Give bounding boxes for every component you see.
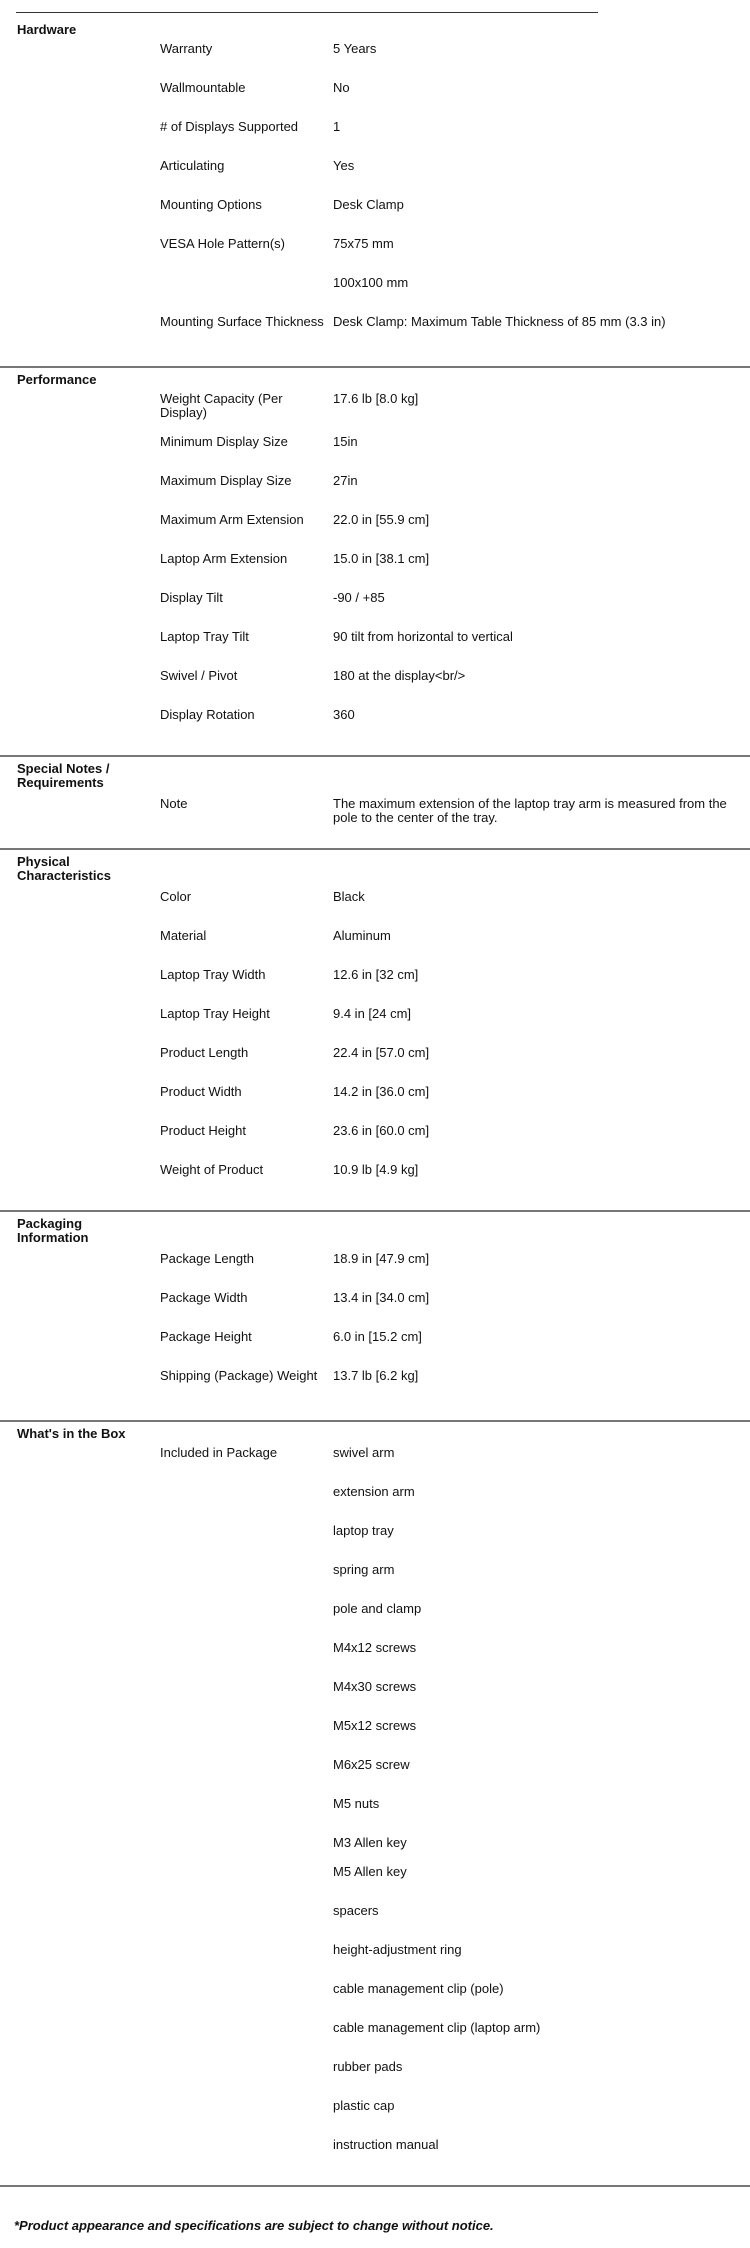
section-title-performance: Performance: [17, 372, 97, 387]
spec-row-display-rotation: [0, 708, 750, 747]
spec-label: VESA Hole Pattern(s): [160, 236, 285, 251]
spec-row-material: [0, 929, 750, 968]
spec-value: extension arm: [333, 1484, 415, 1499]
spec-row-vesa-pattern: [0, 237, 750, 276]
spec-value: instruction manual: [333, 2137, 439, 2152]
spec-value: 9.4 in [24 cm]: [333, 1006, 412, 1021]
spec-row-shipping-weight: [0, 1369, 750, 1412]
spec-label: Laptop Tray Tilt: [160, 629, 249, 644]
spec-row-vesa-pattern-2: [0, 276, 750, 315]
spec-label: Warranty: [160, 41, 213, 56]
box-row: [0, 2021, 750, 2060]
spec-value: Yes: [333, 158, 355, 173]
section-title-hardware: Hardware: [17, 22, 77, 37]
spec-row-laptop-tray-height: [0, 1007, 750, 1046]
spec-value: M4x30 screws: [333, 1679, 417, 1694]
box-row: [0, 1982, 750, 2021]
spec-label: Laptop Tray Height: [160, 1006, 270, 1021]
spec-label: Color: [160, 889, 192, 904]
spec-row-note: [0, 797, 750, 840]
spec-label: Maximum Arm Extension: [160, 512, 304, 527]
spec-value: laptop tray: [333, 1523, 394, 1538]
spec-label: Laptop Arm Extension: [160, 551, 288, 566]
spec-label: Laptop Tray Width: [160, 967, 266, 982]
spec-value: -90 / +85: [333, 590, 385, 605]
spec-value: 14.2 in [36.0 cm]: [333, 1084, 430, 1099]
spec-row-swivel-pivot: [0, 669, 750, 708]
spec-label: Display Tilt: [160, 590, 223, 605]
section-performance: [0, 368, 750, 757]
box-row: [0, 2138, 750, 2177]
spec-value: 18.9 in [47.9 cm]: [333, 1251, 430, 1266]
spec-value: M5 nuts: [333, 1796, 380, 1811]
spec-label: Wallmountable: [160, 80, 246, 95]
spec-value: cable management clip (pole): [333, 1981, 504, 1996]
spec-label: Product Height: [160, 1123, 246, 1138]
spec-value: Black: [333, 889, 365, 904]
spec-value: 1: [333, 119, 341, 134]
box-row: [0, 1680, 750, 1719]
spec-label: Weight of Product: [160, 1162, 264, 1177]
box-row: [0, 1865, 750, 1904]
spec-value: M5 Allen key: [333, 1864, 407, 1879]
top-divider: [16, 12, 598, 13]
spec-label: Articulating: [160, 158, 225, 173]
box-row: [0, 1943, 750, 1982]
spec-row-displays-supported: [0, 120, 750, 159]
box-row: [0, 1524, 750, 1563]
spec-label: Included in Package: [160, 1445, 278, 1460]
spec-value: The maximum extension of the laptop tray arm is measured from the pole to the center of the tray.: [333, 796, 727, 825]
spec-value: pole and clamp: [333, 1601, 422, 1616]
spec-row-wallmountable: [0, 81, 750, 120]
box-row: [0, 1904, 750, 1943]
spec-row-display-tilt: [0, 591, 750, 630]
spec-value: M3 Allen key: [333, 1835, 407, 1850]
spec-row-product-length: [0, 1046, 750, 1085]
spec-row-laptop-tray-tilt: [0, 630, 750, 669]
section-special-notes: [0, 757, 750, 850]
spec-row-maximum-arm-extension: [0, 513, 750, 552]
spec-value: 180 at the display<br/>: [333, 668, 466, 683]
spec-label: Mounting Options: [160, 197, 262, 212]
spec-label: # of Displays Supported: [160, 119, 299, 134]
spec-value: spring arm: [333, 1562, 395, 1577]
box-row: [0, 1836, 750, 1865]
spec-label: Product Length: [160, 1045, 249, 1060]
spec-label: Shipping (Package) Weight: [160, 1368, 318, 1383]
spec-row-laptop-arm-extension: [0, 552, 750, 591]
spec-value: Aluminum: [333, 928, 391, 943]
spec-value: 23.6 in [60.0 cm]: [333, 1123, 430, 1138]
spec-value: height-adjustment ring: [333, 1942, 462, 1957]
box-row: [0, 2099, 750, 2138]
spec-value: 22.0 in [55.9 cm]: [333, 512, 430, 527]
spec-value: swivel arm: [333, 1445, 395, 1460]
box-row: [0, 1758, 750, 1797]
box-row: [0, 1641, 750, 1680]
spec-value: 22.4 in [57.0 cm]: [333, 1045, 430, 1060]
section-title-physical-characteristics: Physical Characteristics: [17, 854, 111, 883]
spec-row-articulating: [0, 159, 750, 198]
spec-row-mounting-surface-thickness: [0, 315, 750, 358]
spec-row-package-length: [0, 1252, 750, 1291]
box-row: [0, 1719, 750, 1758]
spec-label: Package Length: [160, 1251, 254, 1266]
spec-value: 13.4 in [34.0 cm]: [333, 1290, 430, 1305]
spec-label: Package Height: [160, 1329, 252, 1344]
spec-label: Mounting Surface Thickness: [160, 314, 324, 329]
spec-value: 17.6 lb [8.0 kg]: [333, 391, 419, 406]
box-row: [0, 1563, 750, 1602]
spec-value: 12.6 in [32 cm]: [333, 967, 419, 982]
spec-value: Desk Clamp: Maximum Table Thickness of 85 mm (3.3 in): [333, 314, 666, 329]
spec-row-weight-of-product: [0, 1163, 750, 1202]
spec-value: No: [333, 80, 350, 95]
spec-label: Maximum Display Size: [160, 473, 292, 488]
section-whats-in-the-box: [0, 1422, 750, 2187]
box-row: [0, 1485, 750, 1524]
section-hardware: [0, 18, 750, 368]
spec-label: Material: [160, 928, 207, 943]
spec-value: 27in: [333, 473, 358, 488]
spec-row-mounting-options: [0, 198, 750, 237]
spec-label: Package Width: [160, 1290, 248, 1305]
spec-row-product-width: [0, 1085, 750, 1124]
spec-label: Minimum Display Size: [160, 434, 288, 449]
spec-label: Swivel / Pivot: [160, 668, 238, 683]
spec-label: Product Width: [160, 1084, 242, 1099]
spec-value: M6x25 screw: [333, 1757, 410, 1772]
spec-value: 6.0 in [15.2 cm]: [333, 1329, 422, 1344]
spec-row-package-height: [0, 1330, 750, 1369]
spec-value: 360: [333, 707, 355, 722]
spec-label: Display Rotation: [160, 707, 255, 722]
section-packaging-information: [0, 1212, 750, 1422]
spec-row-warranty: [0, 42, 750, 81]
box-row: [0, 1602, 750, 1641]
spec-label: Weight Capacity (Per Display): [160, 391, 283, 420]
spec-value: 75x75 mm: [333, 236, 394, 251]
spec-value: 90 tilt from horizontal to vertical: [333, 629, 513, 644]
spec-row-laptop-tray-width: [0, 968, 750, 1007]
spec-value: 5 Years: [333, 41, 377, 56]
spec-row-minimum-display-size: [0, 435, 750, 474]
box-row: [0, 1446, 750, 1485]
section-title-whats-in-the-box: What's in the Box: [17, 1426, 126, 1441]
spec-content: [0, 18, 750, 2187]
spec-value: Desk Clamp: [333, 197, 404, 212]
spec-row-color: [0, 890, 750, 929]
spec-value: spacers: [333, 1903, 379, 1918]
footer-disclaimer: *Product appearance and specifications are subject to change without notice.: [14, 2218, 494, 2233]
spec-row-package-width: [0, 1291, 750, 1330]
spec-label: Note: [160, 796, 188, 811]
spec-row-maximum-display-size: [0, 474, 750, 513]
spec-row-weight-capacity: [0, 392, 750, 435]
box-row: [0, 2060, 750, 2099]
spec-value: 15in: [333, 434, 358, 449]
spec-value: 15.0 in [38.1 cm]: [333, 551, 430, 566]
spec-value: 10.9 lb [4.9 kg]: [333, 1162, 419, 1177]
spec-value: cable management clip (laptop arm): [333, 2020, 541, 2035]
section-title-special-notes: Special Notes / Requirements: [17, 761, 110, 790]
spec-value: M4x12 screws: [333, 1640, 417, 1655]
spec-row-product-height: [0, 1124, 750, 1163]
spec-value: M5x12 screws: [333, 1718, 417, 1733]
spec-value: plastic cap: [333, 2098, 395, 2113]
section-title-packaging-information: Packaging Information: [17, 1216, 89, 1245]
spec-value: 100x100 mm: [333, 275, 409, 290]
spec-value: rubber pads: [333, 2059, 403, 2074]
section-physical-characteristics: [0, 850, 750, 1212]
box-row: [0, 1797, 750, 1836]
spec-value: 13.7 lb [6.2 kg]: [333, 1368, 419, 1383]
